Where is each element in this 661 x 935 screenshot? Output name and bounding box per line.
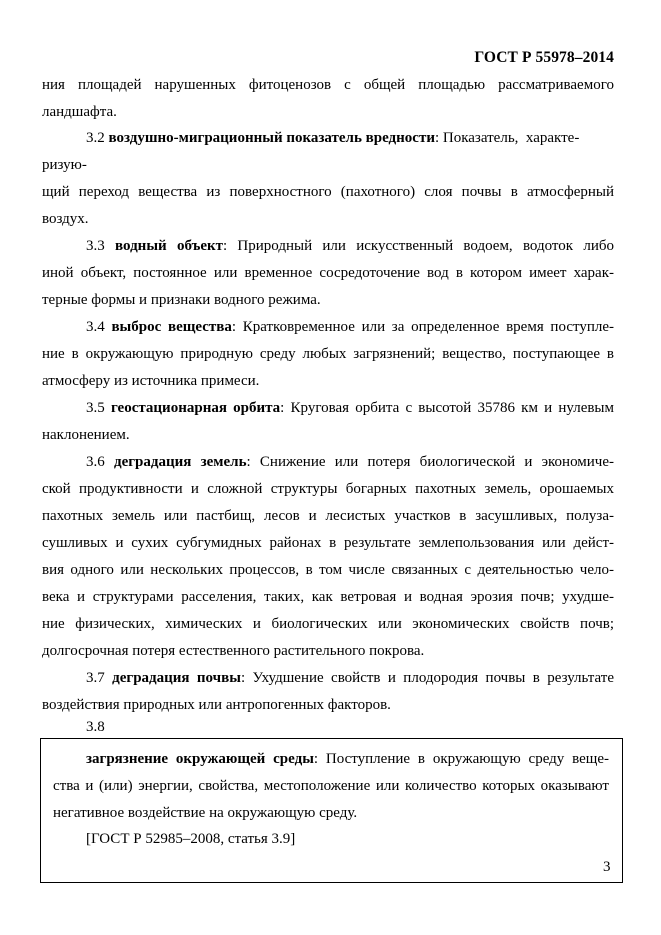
term-definition-cont: характе- (525, 130, 580, 146)
term-entry-3-3 (86, 236, 614, 256)
term-definition: : Снижение или потеря биологической и экономиче- (246, 454, 615, 470)
text-line: сушливых и сухих субгумидных районах в результате землепользования или дейст- (42, 535, 614, 551)
term-entry-3-2 (86, 128, 614, 148)
term-title: выброс вещества (111, 319, 232, 335)
term-title: воздушно-миграционный показатель вредности (108, 130, 435, 146)
term-definition: : Показатель, (434, 130, 519, 146)
term-entry-3-5 (86, 398, 614, 418)
boxed-text-line: негативное воздействие на окружающую среду. (53, 805, 358, 821)
term-definition: : Природный или искусственный водоем, водоток либо (223, 238, 614, 254)
text-line: ризую- (42, 157, 87, 173)
text-line: воздействия природных или антропогенных факторов. (42, 697, 391, 713)
term-entry-3-6 (86, 452, 614, 472)
boxed-term-title: загрязнение окружающей среды (86, 751, 314, 767)
term-number: 3.2 (86, 130, 105, 146)
text-line: вия одного или нескольких процессов, в том числе связанных с деятельностью чело- (42, 562, 614, 578)
text-line: долгосрочная потеря естественного растительного покрова. (42, 643, 425, 659)
term-entry-3-4 (86, 317, 614, 337)
term-definition: : Круговая орбита с высотой 35786 км и нулевым (280, 400, 615, 416)
boxed-term-line (86, 749, 609, 769)
term-definition: : Ухудшение свойств и плодородия почвы в результате (240, 670, 615, 686)
text-line: воздух. (42, 211, 89, 227)
term-number: 3.4 (86, 319, 105, 335)
term-number: 3.6 (86, 454, 105, 470)
text-line: иной объект, постоянное или временное сосредоточение вод в котором имеет харак- (42, 265, 614, 281)
boxed-reference: [ГОСТ Р 52985–2008, статья 3.9] (86, 831, 296, 847)
term-number: 3.5 (86, 400, 105, 416)
boxed-text-line: ства и (или) энергии, свойства, местоположение или количество которых оказывают (53, 778, 609, 794)
document-header-standard-id: ГОСТ Р 55978–2014 (474, 49, 614, 66)
text-line: наклонением. (42, 427, 130, 443)
term-definition: : Кратковременное или за определенное время поступле- (231, 319, 615, 335)
page-number: 3 (603, 859, 611, 875)
text-line: ния площадей нарушенных фитоценозов с общей площадью рассматриваемого (42, 77, 614, 93)
text-line: ние в окружающую природную среду любых загрязнений; вещество, поступающее в (42, 346, 614, 362)
text-line: щий переход вещества из поверхностного (пахотного) слоя почвы в атмосферный (42, 184, 614, 200)
text-line: ние физических, химических и биологических или экономических свойств почв; (42, 616, 614, 632)
term-title: деградация почвы (112, 670, 241, 686)
text-line: атмосферу из источника примеси. (42, 373, 260, 389)
term-number: 3.3 (86, 238, 105, 254)
term-title: деградация земель (113, 454, 247, 470)
text-line: терные формы и признаки водного режима. (42, 292, 321, 308)
text-line: пахотных земель или пастбищ, лесов и лесистых участков в засушливых, полуза- (42, 508, 614, 524)
text-line: ской продуктивности и сложной структуры богарных пахотных земель, орошаемых (42, 481, 614, 497)
term-number-3-8: 3.8 (86, 719, 105, 735)
term-number: 3.7 (86, 670, 105, 686)
boxed-term-definition: : Поступление в окружающую среду веще- (313, 751, 609, 767)
text-line: ландшафта. (42, 104, 117, 120)
term-title: геостационарная орбита (110, 400, 281, 416)
term-title: водный объект (115, 238, 223, 254)
text-line: века и структурами расселения, таких, как ветровая и водная эрозия почв; ухудше- (42, 589, 614, 605)
term-entry-3-7 (86, 668, 614, 688)
